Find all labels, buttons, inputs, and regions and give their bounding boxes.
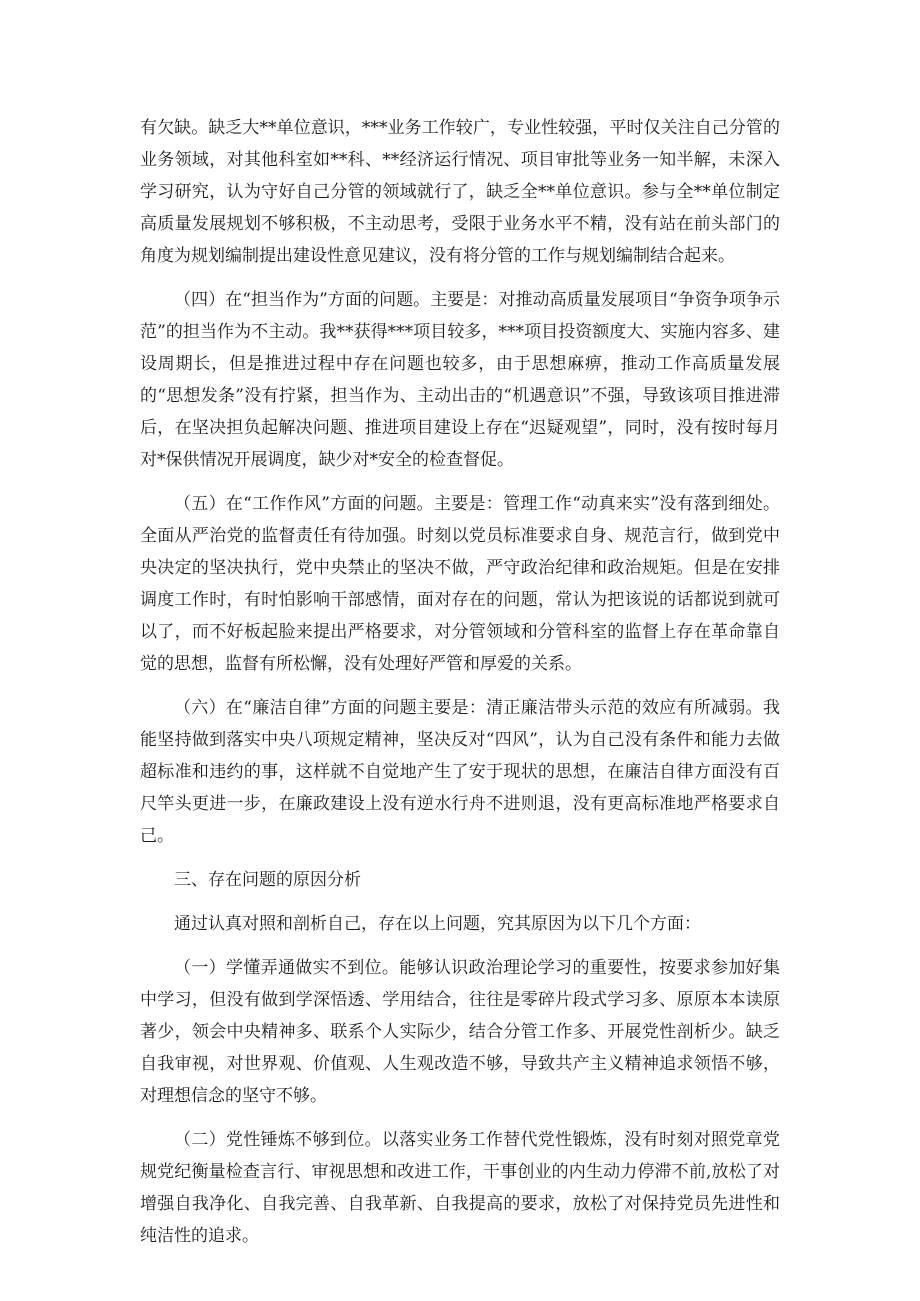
body-paragraph-intro: 通过认真对照和剖析自己，存在以上问题，究其原因为以下几个方面：	[174, 914, 701, 934]
body-paragraph-responsibility: （四）在“担当作为”方面的问题。主要是：对推动高质量发展项目“争资争项争示范”的担当作为不主动。我**获得***项目较多，***项目投资额度大、实施内容多、建设周期长，但是推进过程中存在问题也较多，由于思想麻痹，推动工作高质量发展的“思想发条”没有拧紧，担当作为、主动出击的“机遇意识”不强，导致该项目推进滞后，在坚决担负起解决问题、推进项目建设上存在“迟疑观望”，同时，没有按时每月对*保供情况开展调度，缺少对*安全的检查督促。	[140, 290, 780, 470]
body-paragraph-work-style: （五）在“工作作风”方面的问题。主要是：管理工作“动真来实”没有落到细处。全面从严治党的监督责任有待加强。时刻以党员标准要求自身、规范言行，做到党中央决定的坚决执行，党中央禁止的坚决不做，严守政治纪律和政治规矩。但是在安排调度工作时，有时怕影响干部感情，面对存在的问题，常认为把该说的话都说到就可以了，而不好板起脸来提出严格要求，对分管领域和分管科室的监督上存在革命靠自觉的思想，监督有所松懈，没有处理好严管和厚爱的关系。	[140, 494, 780, 674]
body-paragraph-party-spirit: （二）党性锤炼不够到位。以落实业务工作替代党性锻炼，没有时刻对照党章党规党纪衡量检查言行、审视思想和改进工作，干事创业的内生动力停滞不前,放松了对增强自我净化、自我完善、自我革新、自我提高的要求，放松了对保持党员先进性和纯洁性的追求。	[140, 1130, 780, 1246]
section-heading-cause-analysis: 三、存在问题的原因分析	[174, 870, 361, 890]
body-paragraph-study: （一）学懂弄通做实不到位。能够认识政治理论学习的重要性，按要求参加好集中学习，但没有做到学深悟透、学用结合，往往是零碎片段式学习多、原原本本读原著少，领会中央精神多、联系个人实际少，结合分管工作多、开展党性剖析少。缺乏自我审视，对世界观、价值观、人生观改造不够，导致共产主义精神追求领悟不够，对理想信念的坚守不够。	[140, 958, 780, 1106]
body-paragraph-continuation: 有欠缺。缺乏大**单位意识，***业务工作较广，专业性较强，平时仅关注自己分管的业务领域，对其他科室如**科、**经济运行情况、项目审批等业务一知半解，未深入学习研究，认为守好自己分管的领域就行了，缺乏全**单位意识。参与全**单位制定高质量发展规划不够积极，不主动思考，受限于业务水平不精，没有站在前头部门的角度为规划编制提出建设性意见建议，没有将分管的工作与规划编制结合起来。	[140, 118, 780, 266]
body-paragraph-integrity: （六）在“廉洁自律”方面的问题主要是：清正廉洁带头示范的效应有所减弱。我能坚持做到落实中央八项规定精神，坚决反对“四风”，认为自己没有条件和能力去做超标准和违约的事，这样就不自觉地产生了安于现状的思想，在廉洁自律方面没有百尺竿头更进一步，在廉政建设上没有逆水行舟不进则退，没有更高标准地严格要求自己。	[140, 698, 780, 846]
